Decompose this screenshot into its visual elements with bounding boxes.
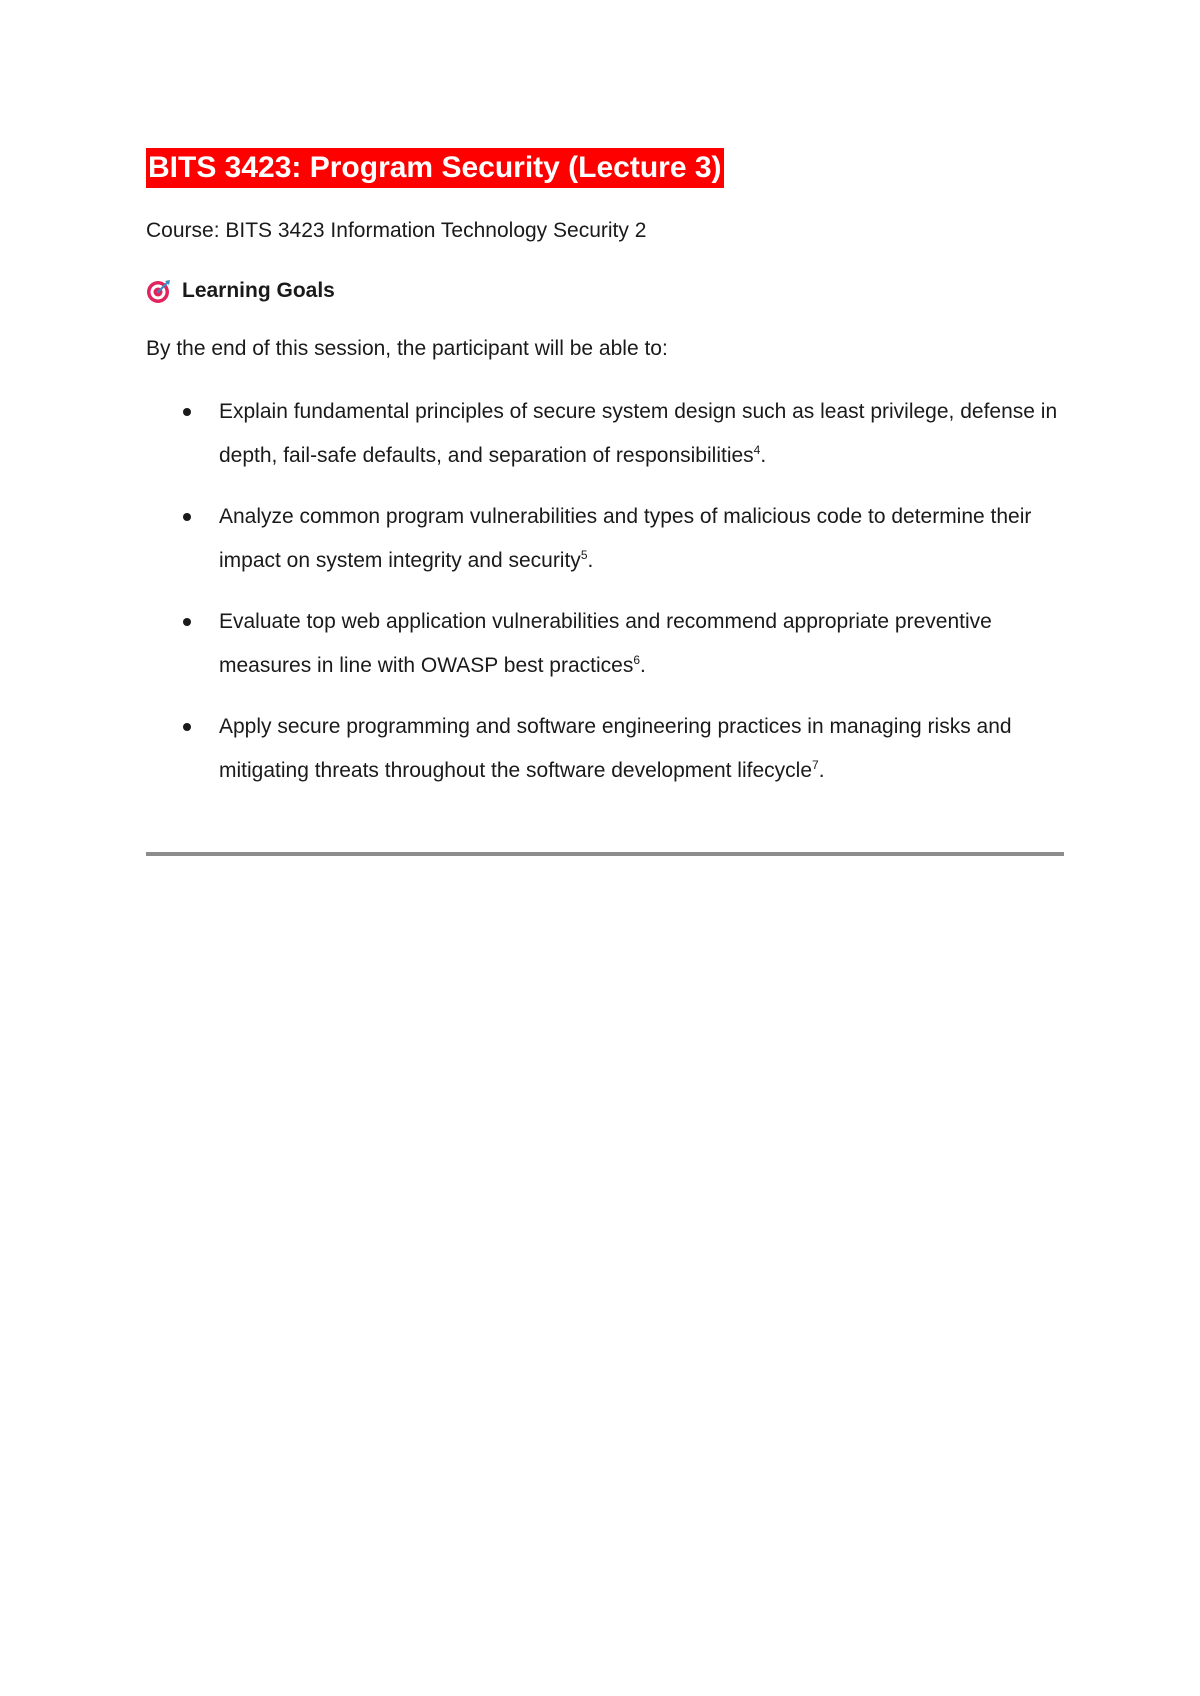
footnote-ref[interactable]: 5	[580, 548, 588, 562]
footnote-ref[interactable]: 4	[753, 443, 761, 457]
list-item	[146, 390, 1064, 478]
goal-end: .	[587, 549, 594, 572]
bullet-icon	[183, 513, 191, 521]
bullet-icon	[183, 618, 191, 626]
footnote-ref[interactable]: 7	[812, 758, 819, 772]
goal-end: .	[640, 654, 646, 677]
goal-text: Explain fundamental principles of secure system design such as least privilege, defense in depth, fail-safe defaults, and separation of responsibilities	[219, 400, 1058, 467]
intro-text: By the end of this session, the participant will be able to:	[146, 337, 668, 360]
page-title: BITS 3423: Program Security (Lecture 3)	[146, 148, 724, 188]
bullet-icon	[183, 408, 191, 416]
goal-end: .	[818, 759, 825, 782]
learning-goals-label: Learning Goals	[182, 279, 335, 302]
course-line: Course: BITS 3423 Information Technology Security 2	[146, 219, 647, 242]
target-icon	[146, 278, 172, 304]
bullet-icon	[183, 723, 191, 731]
goal-text: Analyze common program vulnerabilities and types of malicious code to determine their impact on system integrity and security	[219, 505, 1032, 572]
learning-goals-list	[146, 390, 1064, 793]
goal-text: Apply secure programming and software engineering practices in managing risks and mitigating threats throughout the software development lifecycle	[219, 715, 1012, 782]
footnote-ref[interactable]: 6	[633, 653, 641, 667]
learning-goals-heading	[146, 276, 1064, 306]
goal-end: .	[760, 444, 767, 467]
horizontal-divider	[146, 852, 1064, 856]
goal-text: Evaluate top web application vulnerabilities and recommend appropriate preventive measures in line with OWASP best practices	[219, 610, 992, 677]
document-page	[146, 148, 1064, 810]
list-item	[146, 495, 1064, 583]
list-item	[146, 600, 1064, 688]
list-item	[146, 705, 1064, 793]
